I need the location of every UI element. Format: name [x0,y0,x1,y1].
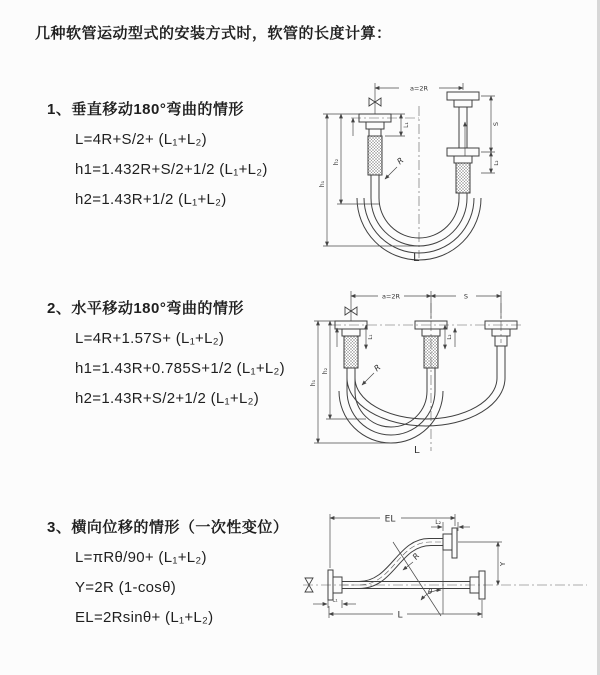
angle-construction [393,542,443,616]
braid-section [368,136,382,175]
braid-section [344,336,358,368]
dim-s [431,293,501,301]
label-l2: L₂ [435,519,441,526]
label-theta: θ [428,588,433,596]
braid-section [424,336,438,368]
radius-leader [403,551,421,570]
left-hose-end [335,321,367,391]
label-h1: h₁ [310,379,317,387]
dim-l2 [431,519,470,531]
label-l1: L₁ [403,122,410,128]
section-1-heading: 1、垂直移动180°弯曲的情形 [47,101,244,118]
hose-u-bends [339,378,505,443]
formula-y: Y=2R (1-cosθ) [75,579,177,596]
diagram-lateral-displacement [295,500,595,625]
label-s: S [492,121,500,127]
label-l: L [413,251,420,262]
braid-section [456,163,470,193]
label-r: R [372,362,383,374]
diagram-horizontal-180-bend [306,283,558,459]
formula-h2: h2=1.43R+S/2+1/2 (L₁+L₂) [75,390,260,407]
dim-l1 [385,114,410,136]
radius-leader [362,363,382,385]
section-vertical-180 [47,98,268,221]
right-hose-end [447,92,479,198]
dim-a2r [351,291,501,319]
label-l2: L₂ [494,160,500,166]
upper-flange [443,528,457,558]
dim-l [329,597,482,621]
formula-el: EL=2Rsinθ+ (L₁+L₂) [75,609,214,626]
formula-h1: h1=1.432R+S/2+1/2 (L₁+L₂) [75,161,268,178]
label-s: S [463,292,469,301]
page-title: 几种软管运动型式的安装方式时，软管的长度计算： [35,25,392,42]
label-h2: h₂ [333,158,340,166]
formula-h2: h2=1.43R+1/2 (L₁+L₂) [75,191,227,208]
label-r: R [410,551,422,562]
label-l1: L₁ [368,334,374,340]
formula-length: L=4R+S/2+ (L₁+L₂) [75,131,207,148]
label-el: EL [384,514,396,525]
dim-l2 [491,152,500,173]
label-y: Y [499,561,507,567]
radius-leader [385,156,405,179]
label-l1: L₁ [332,597,338,604]
label-l: L [414,445,420,456]
diagram-vertical-180-bend [313,72,545,262]
dim-l1 [313,598,356,609]
label-h2: h₂ [322,367,329,375]
dim-h1 [319,114,417,246]
dim-y [458,542,507,585]
label-a2r: a=2R [409,84,429,93]
label-r: R [395,155,406,167]
section-2-heading: 2、水平移动180°弯曲的情形 [47,300,244,317]
label-h1: h₁ [319,180,326,188]
section-lateral-displacement [47,516,288,639]
label-l: L [397,610,403,621]
section-3-heading: 3、横向位移的情形（一次性变位） [47,519,289,536]
formula-length: L=πRθ/90+ (L₁+L₂) [75,549,207,566]
section-horizontal-180 [47,297,285,420]
label-a2r: a=2R [381,292,401,301]
label-l2: L₂ [447,334,453,340]
left-hose-end [359,114,391,198]
formula-h1: h1=1.43R+0.785S+1/2 (L₁+L₂) [75,360,285,377]
formula-length: L=4R+1.57S+ (L₁+L₂) [75,330,225,347]
